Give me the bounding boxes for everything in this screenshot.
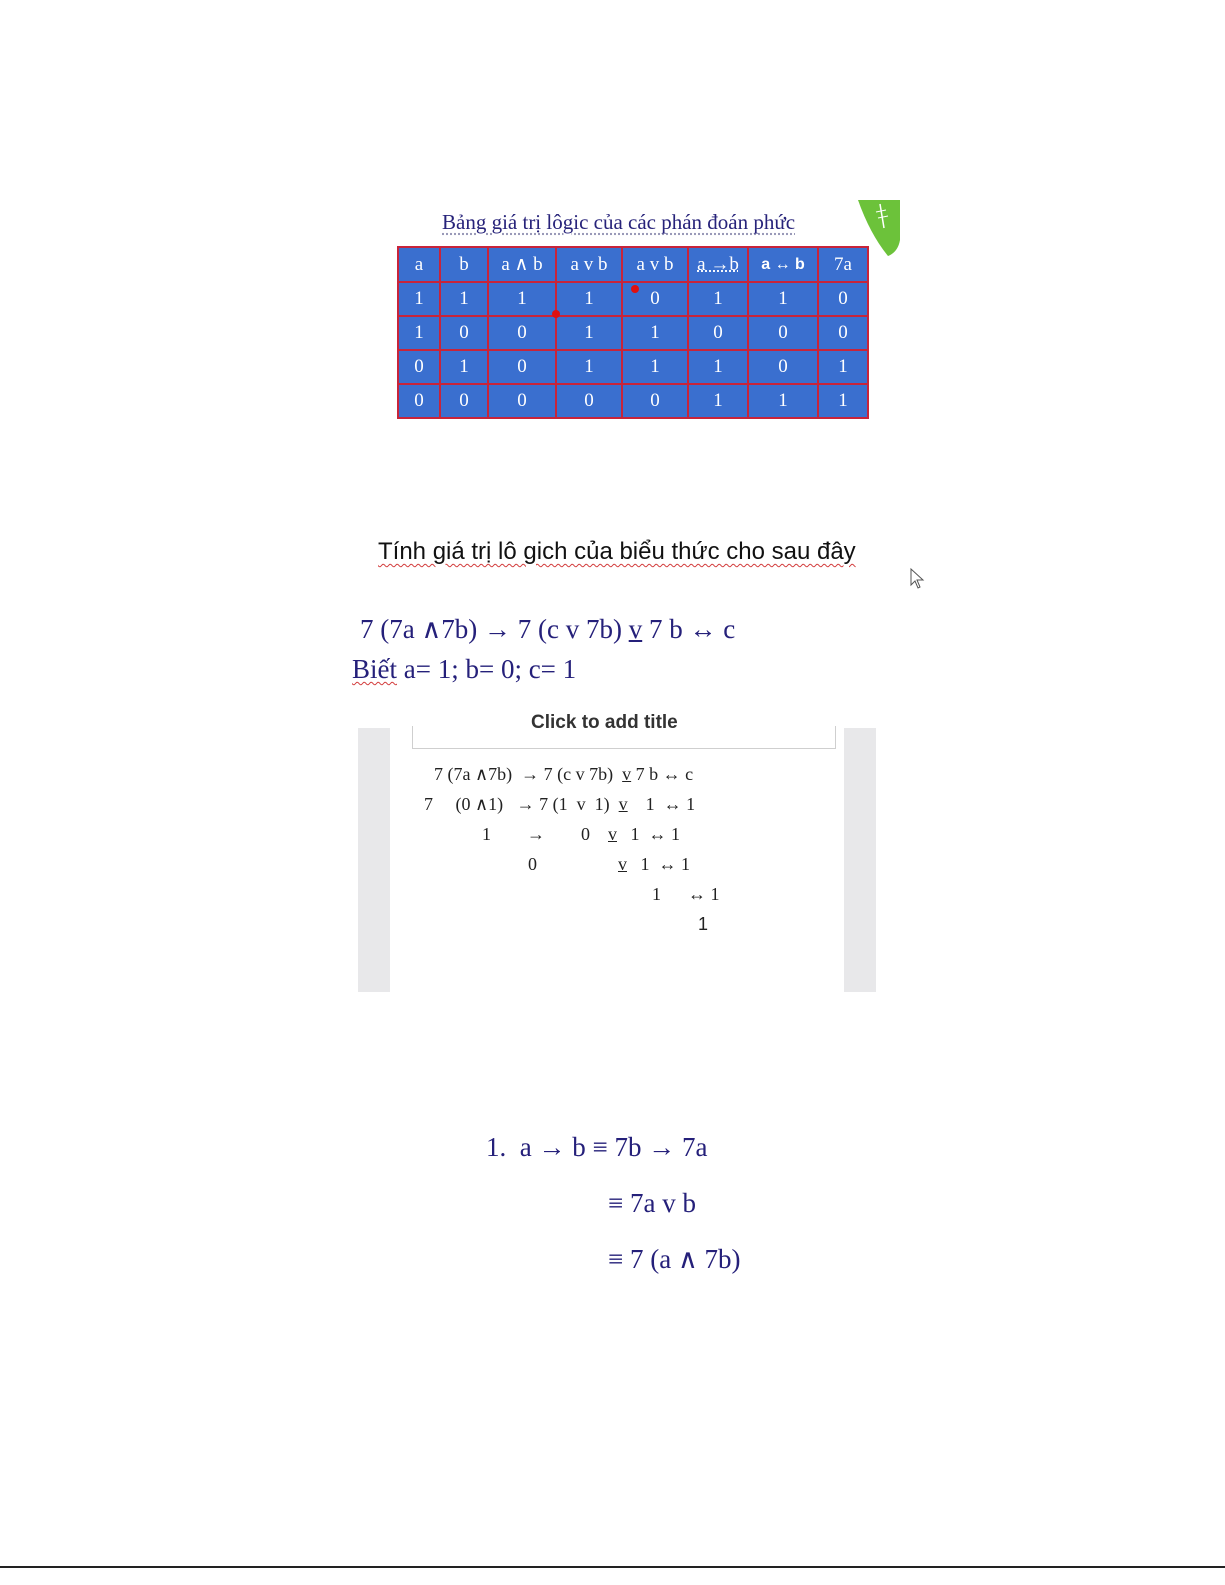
header-cell: a v b bbox=[556, 247, 622, 282]
table-cell: 1 bbox=[398, 282, 440, 316]
solution-line bbox=[424, 794, 695, 815]
equivalence-line-3: ≡ 7 (a ∧ 7b) bbox=[608, 1244, 741, 1274]
table-cell: 1 bbox=[688, 384, 748, 418]
truth-table-section bbox=[380, 200, 900, 440]
table-cell: 0 bbox=[622, 384, 688, 418]
red-marker-dot bbox=[631, 285, 639, 293]
solution-xor: v bbox=[622, 764, 632, 784]
table-cell: 1 bbox=[748, 282, 818, 316]
header-cell: 7a bbox=[818, 247, 868, 282]
solution-text: 1 ↔ 1 bbox=[617, 824, 680, 844]
table-cell: 1 bbox=[818, 350, 868, 384]
given-values bbox=[352, 654, 576, 685]
solution-text: 7 b ↔ c bbox=[631, 764, 694, 784]
solution-text: 7 (7a ∧7b) → 7 (c v 7b) bbox=[434, 764, 623, 784]
solution-text: 1 bbox=[698, 914, 709, 934]
table-cell: 0 bbox=[398, 384, 440, 418]
table-cell: 1 bbox=[688, 282, 748, 316]
solution-xor: v bbox=[618, 854, 627, 874]
table-cell: 1 bbox=[556, 316, 622, 350]
table-cell: 1 bbox=[688, 350, 748, 384]
table-cell: 0 bbox=[818, 282, 868, 316]
header-cell: a bbox=[398, 247, 440, 282]
header-cell: a →b bbox=[688, 247, 748, 282]
problem-statement bbox=[336, 518, 930, 726]
page-bottom-rule bbox=[0, 1566, 1225, 1568]
mouse-cursor-icon bbox=[910, 568, 926, 590]
solution-text: 1 ↔ 1 bbox=[627, 854, 690, 874]
table-cell: 0 bbox=[748, 316, 818, 350]
solution-line bbox=[434, 764, 693, 785]
table-cell: 1 bbox=[398, 316, 440, 350]
solution-result bbox=[698, 914, 708, 935]
solution-text: 7 (0 ∧1) → 7 (1 v 1) bbox=[424, 794, 619, 814]
equivalence-line-1: 1. a → b ≡ 7b → 7a bbox=[486, 1132, 708, 1162]
solution-line bbox=[652, 884, 720, 905]
header-cell: b bbox=[440, 247, 488, 282]
table-cell: 0 bbox=[488, 316, 556, 350]
table-cell: 1 bbox=[488, 282, 556, 316]
problem-title bbox=[378, 538, 856, 566]
expression-part-2: 7 b ↔ c bbox=[642, 614, 736, 644]
table-cell: 0 bbox=[440, 316, 488, 350]
table-cell: 0 bbox=[556, 384, 622, 418]
truth-table bbox=[397, 246, 869, 419]
solution-text: 1 → 0 bbox=[482, 824, 608, 844]
header-cell: a v b bbox=[622, 247, 688, 282]
table-row bbox=[398, 384, 868, 418]
red-marker-dot bbox=[552, 310, 560, 318]
expression-part-1: 7 (7a ∧7b) → 7 (c v 7b) bbox=[360, 614, 629, 644]
title-placeholder-text: Click to add title bbox=[531, 712, 678, 733]
problem-title-text: Tính giá trị lô gich của biểu thức cho sau đây bbox=[378, 538, 856, 565]
table-row bbox=[398, 350, 868, 384]
solution-line bbox=[482, 824, 680, 845]
logic-expression bbox=[360, 614, 735, 645]
table-cell: 1 bbox=[556, 282, 622, 316]
table-cell: 1 bbox=[440, 282, 488, 316]
given-word: Biết bbox=[352, 654, 397, 684]
table-cell: 1 bbox=[818, 384, 868, 418]
solution-slide-frame bbox=[358, 712, 876, 992]
header-cell: a ∧ b bbox=[488, 247, 556, 282]
table-cell: 0 bbox=[398, 350, 440, 384]
table-cell: 1 bbox=[622, 316, 688, 350]
equivalence-line-2: ≡ 7a v b bbox=[608, 1188, 696, 1218]
table-cell: 1 bbox=[556, 350, 622, 384]
truth-table-title: Bảng giá trị lôgic của các phán đoán phức bbox=[442, 210, 796, 234]
solution-line bbox=[528, 854, 690, 875]
table-cell: 0 bbox=[488, 350, 556, 384]
solution-xor: v bbox=[608, 824, 617, 844]
table-cell: 0 bbox=[440, 384, 488, 418]
title-placeholder[interactable] bbox=[412, 712, 836, 749]
given-values-text: a= 1; b= 0; c= 1 bbox=[397, 654, 577, 684]
table-cell: 0 bbox=[688, 316, 748, 350]
solution-xor: v bbox=[618, 794, 628, 814]
table-cell: 1 bbox=[622, 350, 688, 384]
solution-slide bbox=[390, 712, 844, 992]
table-cell: 0 bbox=[818, 316, 868, 350]
equivalence-block bbox=[482, 1126, 874, 1282]
table-row bbox=[398, 316, 868, 350]
solution-text: 1 ↔ 1 bbox=[627, 794, 696, 814]
table-cell: 0 bbox=[622, 282, 688, 316]
solution-text: 0 bbox=[528, 854, 618, 874]
table-header-row bbox=[398, 247, 868, 282]
expression-exclusive-or: v bbox=[628, 614, 643, 644]
table-cell: 1 bbox=[440, 350, 488, 384]
table-cell: 0 bbox=[748, 350, 818, 384]
table-cell: 1 bbox=[748, 384, 818, 418]
solution-text: 1 ↔ 1 bbox=[652, 884, 720, 904]
table-cell: 0 bbox=[488, 384, 556, 418]
header-cell: a ↔ b bbox=[748, 247, 818, 282]
